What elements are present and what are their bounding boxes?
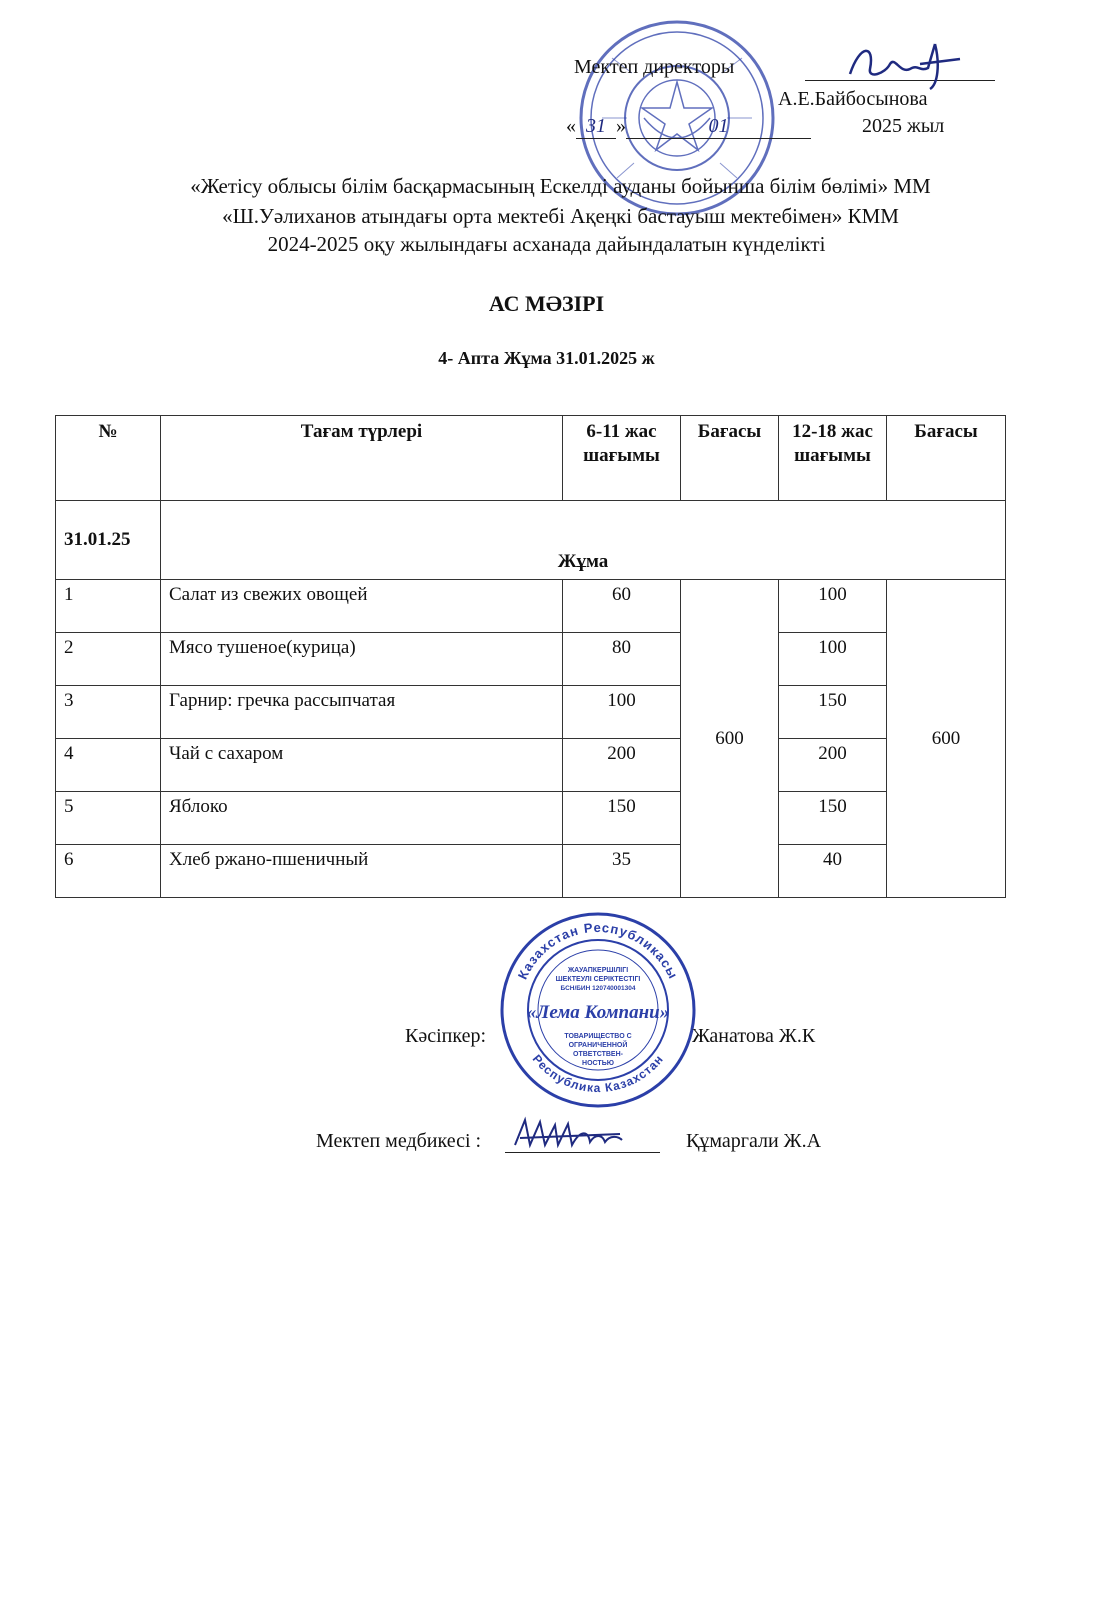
table-row	[56, 686, 1006, 739]
dish-name: Салат из свежих овощей	[161, 580, 563, 633]
portion-6-11: 100	[563, 686, 681, 739]
stamp-lower-2: ОГРАНИЧЕННОЙ	[568, 1042, 628, 1049]
portion-6-11: 35	[563, 845, 681, 898]
portion-6-11: 200	[563, 739, 681, 792]
table-row	[56, 580, 1006, 633]
menu-day: Жұма	[161, 501, 1006, 580]
stamp-lower-3: ОТВЕТСТВЕН-	[573, 1051, 623, 1058]
stamp-lower-1: ТОВАРИЩЕСТВО С	[564, 1033, 632, 1040]
menu-table	[55, 415, 1006, 898]
dish-name: Гарнир: гречка рассыпчатая	[161, 686, 563, 739]
row-number: 4	[56, 739, 161, 792]
nurse-signature	[510, 1110, 630, 1160]
dish-name: Яблоко	[161, 792, 563, 845]
approval-date: « 31 » 01 2025 жыл	[566, 115, 945, 137]
portion-6-11: 150	[563, 792, 681, 845]
svg-text:Республика Казахстан	[530, 1052, 667, 1095]
portion-12-18: 150	[779, 686, 887, 739]
dish-name: Хлеб ржано-пшеничный	[161, 845, 563, 898]
col-header-portion-12-18: 12-18 жас шағымы	[779, 416, 887, 501]
portion-12-18: 200	[779, 739, 887, 792]
table-row	[56, 845, 1006, 898]
date-month: 01	[626, 115, 811, 139]
price-6-11: 600	[681, 580, 779, 898]
date-row	[56, 501, 1006, 580]
portion-12-18: 40	[779, 845, 887, 898]
approval-title: Мектеп директоры	[574, 56, 735, 78]
col-header-price-12-18: Бағасы	[887, 416, 1006, 501]
stamp-lower-4: НОСТЬЮ	[582, 1060, 614, 1067]
nurse-label: Мектеп медбикесі :	[316, 1130, 482, 1152]
stamp-upper-2: ШЕКТЕУЛІ СЕРІКТЕСТІГІ	[555, 976, 641, 983]
row-number: 1	[56, 580, 161, 633]
approval-year: 2025 жыл	[862, 115, 945, 137]
date-day: 31	[576, 115, 616, 139]
row-number: 2	[56, 633, 161, 686]
dish-name: Мясо тушеное(курица)	[161, 633, 563, 686]
company-stamp	[498, 910, 698, 1110]
stamp-upper-3: БСН/БИН 120740001304	[560, 985, 636, 992]
stamp-ring-top: Казахстан Республикасы	[514, 919, 682, 982]
row-number: 6	[56, 845, 161, 898]
portion-6-11: 60	[563, 580, 681, 633]
col-header-dish: Тағам түрлері	[161, 416, 563, 501]
price-12-18: 600	[887, 580, 1006, 898]
col-header-number: №	[56, 416, 161, 501]
portion-12-18: 100	[779, 633, 887, 686]
director-signature	[840, 34, 970, 94]
table-row	[56, 633, 1006, 686]
table-row	[56, 739, 1006, 792]
table-header-row	[56, 416, 1006, 501]
stamp-ring-bottom: Республика Казахстан	[529, 1051, 667, 1096]
header-line-3: 2024-2025 оқу жылындағы асханада дайындалатын күнделікті	[267, 232, 826, 256]
document-subtitle: 4- Апта Жұма 31.01.2025 ж	[438, 348, 655, 368]
stamp-company-name: «Лема Компани»	[526, 1002, 670, 1023]
director-name: А.Е.Байбосынова	[778, 88, 928, 110]
table-row	[56, 792, 1006, 845]
entrepreneur-name: Жанатова Ж.К	[692, 1025, 816, 1047]
row-number: 3	[56, 686, 161, 739]
header-line-2: «Ш.Уәлиханов атындағы орта мектебі Ақеңкі бастауыш мектебімен» КММ	[222, 204, 899, 228]
document-title: АС МӘЗІРІ	[488, 291, 605, 316]
header-line-1: «Жетісу облысы білім басқармасының Ескелді ауданы бойынша білім бөлімі» ММ	[190, 174, 931, 198]
portion-6-11: 80	[563, 633, 681, 686]
portion-12-18: 100	[779, 580, 887, 633]
dish-name: Чай с сахаром	[161, 739, 563, 792]
stamp-upper-1: ЖАУАПКЕРШІЛІГІ	[567, 967, 629, 974]
entrepreneur-label: Кәсіпкер:	[405, 1025, 487, 1047]
menu-date: 31.01.25	[56, 501, 161, 580]
nurse-name: Құмаргали Ж.А	[686, 1130, 822, 1152]
portion-12-18: 150	[779, 792, 887, 845]
row-number: 5	[56, 792, 161, 845]
col-header-portion-6-11: 6-11 жас шағымы	[563, 416, 681, 501]
col-header-price-6-11: Бағасы	[681, 416, 779, 501]
